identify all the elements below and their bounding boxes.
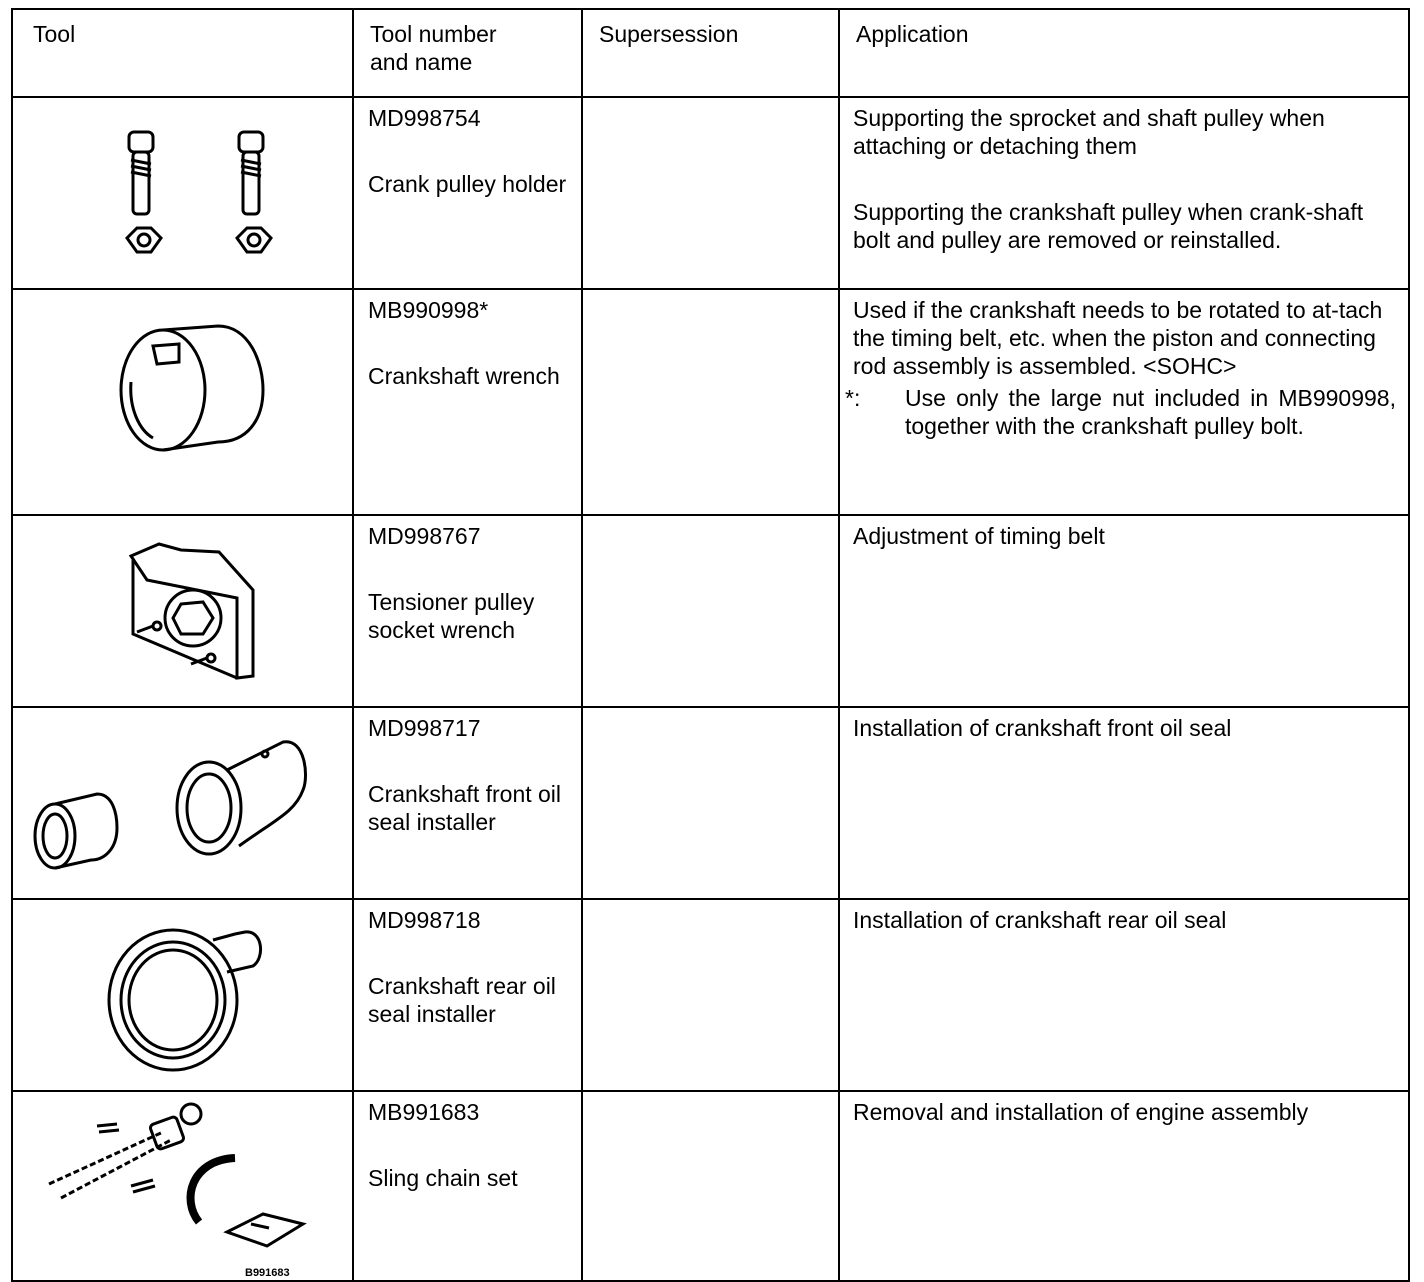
application-cell [839,97,1409,289]
note-text: Use only the large nut included in MB990998, together with the crankshaft pulley bolt. [905,385,1396,439]
application-text: Supporting the crankshaft pulley when crank-shaft bolt and pulley are removed or reinstalled. [853,199,1364,253]
front-oil-seal-installer-illustration [13,708,352,898]
application-cell [839,899,1409,1091]
header-tool-number-name: Tool number and name [353,9,582,97]
tool-image-crankshaft-wrench [12,289,353,515]
tool-name: Tensioner pulley socket wrench [368,589,535,643]
tool-number-cell [353,899,582,1091]
tool-image-rear-oil-seal-installer [12,899,353,1091]
header-supersession: Supersession [582,9,839,97]
application-text: Supporting the sprocket and shaft pulley when attaching or detaching them [853,105,1325,159]
tool-image-crank-pulley-holder [12,97,353,289]
application-cell [839,707,1409,899]
tool-number: MD998754 [368,105,481,131]
tool-name: Crankshaft front oil seal installer [368,781,562,835]
image-label: B991683 [245,1267,290,1279]
tool-number: MD998767 [368,523,481,549]
sling-chain-set-illustration [13,1092,352,1280]
tool-name: Crank pulley holder [368,171,567,197]
tool-number-cell [353,707,582,899]
tool-number: MB990998* [368,297,489,323]
tool-number-cell [353,1091,582,1281]
application-text: Installation of crankshaft rear oil seal [853,907,1227,933]
tool-image-tensioner-socket-wrench [12,515,353,707]
table-row [12,515,1409,707]
table-row [12,899,1409,1091]
table-row [12,1091,1409,1281]
tool-image-front-oil-seal-installer [12,707,353,899]
tool-number-cell [353,289,582,515]
tool-name: Crankshaft wrench [368,363,560,389]
table-row [12,289,1409,515]
supersession-cell [582,515,839,707]
supersession-cell [582,97,839,289]
application-text: Installation of crankshaft front oil seal [853,715,1232,741]
tool-number: MB991683 [368,1099,480,1125]
supersession-cell [582,289,839,515]
tensioner-socket-wrench-illustration [13,516,352,706]
header-tool: Tool [12,9,353,97]
tool-name: Crankshaft rear oil seal installer [368,973,556,1027]
application-text: Removal and installation of engine assembly [853,1099,1309,1125]
header-row [12,9,1409,97]
table-row [12,707,1409,899]
tool-number-cell [353,515,582,707]
tool-name: Sling chain set [368,1165,518,1191]
application-cell [839,289,1409,515]
crankshaft-wrench-illustration [13,290,352,514]
application-cell [839,1091,1409,1281]
application-cell [839,515,1409,707]
supersession-cell [582,1091,839,1281]
header-application: Application [839,9,1409,97]
application-note [845,384,1396,440]
tool-number: MD998718 [368,907,481,933]
rear-oil-seal-installer-illustration [13,900,352,1090]
application-text: Used if the crankshaft needs to be rotated to at-tach the timing belt, etc. when the piston and connecting rod assembly is assembled. <SOHC> [853,297,1383,379]
tool-image-sling-chain-set [12,1091,353,1281]
table-row [12,97,1409,289]
application-text: Adjustment of timing belt [853,523,1105,549]
tool-number-cell [353,97,582,289]
tool-number: MD998717 [368,715,481,741]
supersession-cell [582,899,839,1091]
crank-pulley-holder-illustration [13,98,352,288]
special-tools-table [11,8,1410,1282]
supersession-cell [582,707,839,899]
note-marker: *: [845,385,861,411]
